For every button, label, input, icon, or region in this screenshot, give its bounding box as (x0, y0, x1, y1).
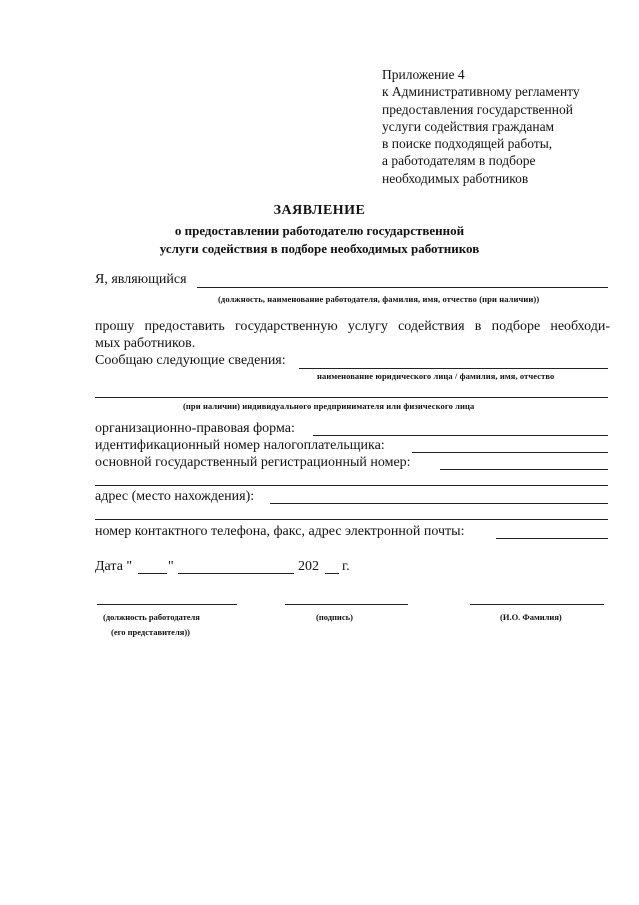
ogrn-label: основной государственный регистрационный номер: (95, 455, 411, 470)
info-field[interactable] (299, 368, 608, 369)
ogrn-field-line2[interactable] (95, 485, 608, 486)
annex-block (382, 66, 580, 187)
annex-line: услуги содействия гражданам (382, 118, 555, 134)
info-label: Сообщаю следующие сведения: (95, 353, 286, 368)
legal-form-field[interactable] (313, 435, 608, 436)
name-signature-line[interactable] (470, 604, 604, 605)
request-line: мых работников. (95, 336, 196, 351)
position-caption: (его представителя)) (111, 627, 190, 637)
annex-line: предоставления государственной (382, 101, 573, 117)
position-signature-line[interactable] (97, 604, 237, 605)
date-year-field[interactable] (325, 573, 339, 574)
subtitle-line: о предоставлении работодателю государственной (174, 223, 465, 238)
annex-line: к Административному регламенту (382, 84, 580, 100)
contacts-field[interactable] (496, 538, 608, 539)
address-label: адрес (место нахождения): (95, 489, 255, 504)
subtitle-line: услуги содействия в подборе необходимых работников (159, 241, 480, 256)
applicant-field[interactable] (197, 287, 608, 288)
address-field[interactable] (270, 503, 608, 504)
signature-caption: (подпись) (316, 612, 353, 622)
date-quote: " (168, 559, 174, 574)
annex-line: Приложение 4 (382, 67, 465, 82)
applicant-hint: (должность, наименование работодателя, фамилия, имя, отчество (при наличии)) (218, 294, 540, 304)
applicant-label: Я, являющийся (95, 272, 187, 287)
date-label: Дата " (95, 559, 133, 574)
name-caption: (И.О. Фамилия) (500, 612, 562, 622)
info-hint: наименование юридического лица / фамилия, имя, отчество (317, 371, 555, 381)
request-line: прошу предоставить государственную услугу содействия в подборе необходи- (95, 319, 610, 334)
date-day-field[interactable] (138, 573, 167, 574)
annex-line: в поиске подходящей работы, (382, 136, 553, 152)
document-subtitle (0, 222, 639, 258)
address-field-line2[interactable] (95, 519, 608, 520)
legal-form-label: организационно-правовая форма: (95, 421, 295, 436)
date-year-suffix: г. (342, 559, 350, 574)
annex-line: необходимых работников (382, 170, 529, 186)
position-caption: (должность работодателя (103, 612, 200, 622)
info-hint: (при наличии) индивидуального предпринимателя или физического лица (183, 401, 475, 411)
date-month-field[interactable] (178, 573, 294, 574)
signature-line[interactable] (285, 604, 408, 605)
ogrn-field[interactable] (440, 469, 608, 470)
document-title: ЗАЯВЛЕНИЕ (273, 203, 366, 218)
inn-label: идентификационный номер налогоплательщика: (95, 438, 385, 453)
info-field-line2[interactable] (95, 397, 608, 398)
inn-field[interactable] (412, 452, 608, 453)
contacts-label: номер контактного телефона, факс, адрес электронной почты: (95, 524, 465, 539)
date-year-label: 202 (298, 559, 319, 574)
annex-line: а работодателям в подборе (382, 153, 536, 169)
